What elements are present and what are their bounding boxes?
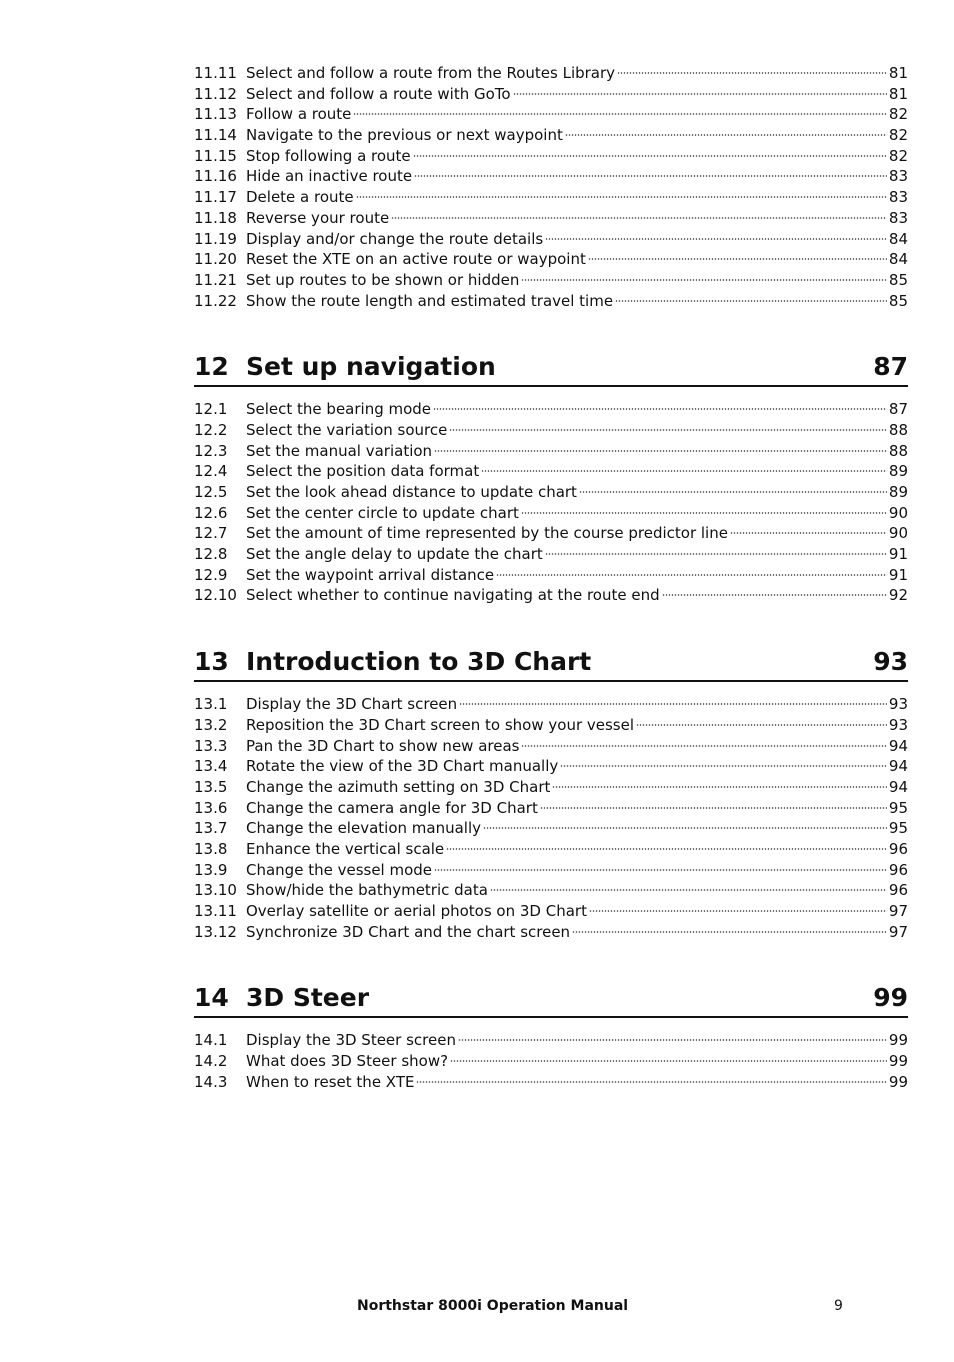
toc-entry[interactable] <box>194 146 908 167</box>
toc-entry[interactable] <box>194 503 908 524</box>
dot-leader <box>450 1059 887 1063</box>
toc-entry[interactable] <box>194 125 908 146</box>
dot-leader <box>545 552 887 556</box>
entry-page: 81 <box>888 64 908 82</box>
entry-page: 84 <box>888 250 908 269</box>
entry-page: 85 <box>888 270 908 289</box>
entry-title: Set the amount of time represented by the course predictor line <box>246 524 728 543</box>
chapter-heading-14[interactable] <box>194 983 908 1018</box>
entry-number: 12.9 <box>194 565 228 584</box>
page-number: 9 <box>834 1298 843 1314</box>
entry-number: 13.4 <box>194 757 228 776</box>
table-of-contents <box>194 63 908 1092</box>
entry-number: 11.14 <box>194 126 237 145</box>
entry-page: 90 <box>888 524 908 543</box>
toc-entry[interactable] <box>194 441 908 462</box>
entry-number: 13.7 <box>194 819 228 838</box>
entry-number: 12.1 <box>194 400 228 419</box>
toc-entry[interactable] <box>194 798 908 819</box>
entry-number: 13.8 <box>194 839 228 858</box>
dot-leader <box>540 806 887 810</box>
page-footer <box>0 1298 954 1322</box>
toc-entry[interactable] <box>194 736 908 757</box>
dot-leader <box>589 909 887 913</box>
toc-entry[interactable] <box>194 291 908 312</box>
chapter-page: 99 <box>873 983 908 1013</box>
dot-leader <box>662 593 887 597</box>
entry-title: Display the 3D Steer screen <box>246 1031 456 1050</box>
dot-leader <box>560 764 887 768</box>
dot-leader <box>433 407 887 411</box>
toc-entry[interactable] <box>194 399 908 420</box>
toc-entry[interactable] <box>194 818 908 839</box>
dot-leader <box>513 92 887 96</box>
entry-title: Pan the 3D Chart to show new areas <box>246 736 520 755</box>
entry-number: 12.4 <box>194 462 228 481</box>
chapter-14-section-list <box>194 1030 908 1092</box>
toc-entry[interactable] <box>194 104 908 125</box>
chapter-title: Introduction to 3D Chart <box>246 647 592 677</box>
dot-leader <box>496 573 887 577</box>
entry-page: 85 <box>888 291 908 310</box>
entry-title: Select and follow a route with GoTo <box>246 84 511 103</box>
toc-entry[interactable] <box>194 839 908 860</box>
entry-title: When to reset the XTE <box>246 1072 415 1091</box>
dot-leader <box>636 723 887 727</box>
entry-number: 11.15 <box>194 146 237 165</box>
dot-leader <box>353 112 886 116</box>
dot-leader <box>458 1038 887 1042</box>
entry-title: Hide an inactive route <box>246 167 413 186</box>
entry-page: 92 <box>888 586 908 605</box>
entry-page: 91 <box>888 545 908 564</box>
toc-entry[interactable] <box>194 777 908 798</box>
toc-entry[interactable] <box>194 880 908 901</box>
entry-number: 13.11 <box>194 902 237 920</box>
dot-leader <box>615 299 887 303</box>
dot-leader <box>483 826 887 830</box>
toc-entry[interactable] <box>194 523 908 544</box>
entry-page: 93 <box>888 715 908 734</box>
entry-page: 89 <box>888 483 908 501</box>
toc-entry[interactable] <box>194 208 908 229</box>
toc-entry[interactable] <box>194 544 908 565</box>
dot-leader <box>391 216 887 220</box>
entry-page: 82 <box>888 126 908 145</box>
toc-entry[interactable] <box>194 187 908 208</box>
toc-entry[interactable] <box>194 922 908 943</box>
dot-leader <box>446 847 887 851</box>
entry-page: 95 <box>888 819 908 838</box>
chapter-number: 12 <box>194 352 229 382</box>
entry-page: 93 <box>888 695 908 714</box>
entry-page: 82 <box>888 105 908 124</box>
entry-title: Select the variation source <box>246 420 448 439</box>
entry-number: 13.1 <box>194 695 228 714</box>
dot-leader <box>579 490 887 494</box>
toc-entry[interactable] <box>194 715 908 736</box>
entry-title: Reverse your route <box>246 208 390 227</box>
dot-leader <box>521 744 886 748</box>
entry-title: Show the route length and estimated travel time <box>246 291 614 310</box>
dot-leader <box>490 888 887 892</box>
entry-title: Overlay satellite or aerial photos on 3D Chart <box>246 902 587 920</box>
toc-entry[interactable] <box>194 694 908 715</box>
entry-title: Select whether to continue navigating at the route end <box>246 586 660 605</box>
toc-entry[interactable] <box>194 1030 908 1051</box>
toc-entry[interactable] <box>194 756 908 777</box>
toc-entry[interactable] <box>194 270 908 291</box>
toc-entry[interactable] <box>194 166 908 187</box>
entry-number: 11.11 <box>194 64 237 82</box>
dot-leader <box>449 428 887 432</box>
entry-title: Reset the XTE on an active route or waypoint <box>246 250 586 269</box>
entry-title: Delete a route <box>246 188 354 207</box>
dot-leader <box>552 785 887 789</box>
entry-number: 11.20 <box>194 250 237 269</box>
entry-page: 99 <box>888 1052 908 1071</box>
entry-number: 11.12 <box>194 84 237 103</box>
toc-entry[interactable] <box>194 229 908 250</box>
entry-page: 99 <box>888 1031 908 1050</box>
toc-entry[interactable] <box>194 860 908 881</box>
entry-number: 11.13 <box>194 105 237 124</box>
entry-title: Select the bearing mode <box>246 400 432 419</box>
toc-entry[interactable] <box>194 63 908 84</box>
entry-title: Change the vessel mode <box>246 860 433 879</box>
entry-title: Select the position data format <box>246 462 480 481</box>
dot-leader <box>413 154 887 158</box>
dot-leader <box>434 449 887 453</box>
chapter-number: 13 <box>194 647 229 677</box>
entry-title: Change the azimuth setting on 3D Chart <box>246 777 551 796</box>
dot-leader <box>481 469 887 473</box>
entry-number: 12.5 <box>194 483 228 501</box>
chapter-heading-13[interactable] <box>194 647 908 682</box>
entry-title: Enhance the vertical scale <box>246 839 445 858</box>
entry-title: Synchronize 3D Chart and the chart screen <box>246 922 571 941</box>
entry-number: 11.19 <box>194 229 237 248</box>
entry-number: 13.12 <box>194 922 237 941</box>
toc-entry[interactable] <box>194 565 908 586</box>
entry-page: 96 <box>888 860 908 879</box>
entry-page: 81 <box>888 84 908 103</box>
entry-title: Reposition the 3D Chart screen to show your vessel <box>246 715 635 734</box>
entry-page: 99 <box>888 1072 908 1091</box>
dot-leader <box>521 278 887 282</box>
entry-title: Select and follow a route from the Routes Library <box>246 64 616 82</box>
entry-number: 12.10 <box>194 586 237 605</box>
entry-title: Rotate the view of the 3D Chart manually <box>246 757 559 776</box>
entry-number: 13.3 <box>194 736 228 755</box>
entry-number: 11.22 <box>194 291 237 310</box>
dot-leader <box>356 195 887 199</box>
chapter-13-section-list <box>194 694 908 942</box>
entry-number: 14.1 <box>194 1031 228 1050</box>
dot-leader <box>565 133 887 137</box>
dot-leader <box>459 702 887 706</box>
toc-entry[interactable] <box>194 585 908 606</box>
entry-number: 12.2 <box>194 420 228 439</box>
toc-entry[interactable] <box>194 249 908 270</box>
entry-title: Set the center circle to update chart <box>246 503 519 522</box>
entry-title: Show/hide the bathymetric data <box>246 881 488 900</box>
dot-leader <box>416 1080 886 1084</box>
entry-number: 12.6 <box>194 503 228 522</box>
chapter-title: Set up navigation <box>246 352 496 382</box>
dot-leader <box>588 257 887 261</box>
entry-number: 11.16 <box>194 167 237 186</box>
toc-entry[interactable] <box>194 420 908 441</box>
entry-title: Stop following a route <box>246 146 411 165</box>
entry-title: Display and/or change the route details <box>246 229 544 248</box>
entry-number: 12.8 <box>194 545 228 564</box>
toc-entry[interactable] <box>194 482 908 503</box>
entry-page: 96 <box>888 881 908 900</box>
entry-page: 82 <box>888 146 908 165</box>
entry-page: 90 <box>888 503 908 522</box>
dot-leader <box>434 868 887 872</box>
dot-leader <box>521 511 887 515</box>
chapter-12-section-list <box>194 399 908 606</box>
dot-leader <box>414 174 887 178</box>
entry-page: 94 <box>888 777 908 796</box>
entry-title: Change the elevation manually <box>246 819 481 838</box>
dot-leader <box>730 531 887 535</box>
entry-number: 13.5 <box>194 777 228 796</box>
entry-page: 84 <box>888 229 908 248</box>
entry-title: Set the manual variation <box>246 441 433 460</box>
entry-title: Set the look ahead distance to update chart <box>246 483 577 501</box>
entry-title: Follow a route <box>246 105 352 124</box>
entry-number: 13.6 <box>194 798 228 817</box>
entry-title: What does 3D Steer show? <box>246 1052 449 1071</box>
entry-number: 14.3 <box>194 1072 228 1091</box>
entry-title: Display the 3D Chart screen <box>246 695 458 714</box>
entry-page: 88 <box>888 441 908 460</box>
entry-number: 13.10 <box>194 881 237 900</box>
entry-title: Change the camera angle for 3D Chart <box>246 798 538 817</box>
entry-page: 97 <box>888 922 908 941</box>
entry-number: 11.18 <box>194 208 237 227</box>
entry-page: 96 <box>888 839 908 858</box>
chapter-heading-12[interactable] <box>194 352 908 387</box>
entry-page: 94 <box>888 757 908 776</box>
entry-page: 89 <box>888 462 908 481</box>
entry-number: 14.2 <box>194 1052 228 1071</box>
entry-title: Set the angle delay to update the chart <box>246 545 543 564</box>
entry-page: 95 <box>888 798 908 817</box>
dot-leader <box>545 237 887 241</box>
toc-entry[interactable] <box>194 461 908 482</box>
toc-entry[interactable] <box>194 84 908 105</box>
entry-number: 13.2 <box>194 715 228 734</box>
entry-title: Set the waypoint arrival distance <box>246 565 495 584</box>
chapter-number: 14 <box>194 983 229 1013</box>
entry-number: 12.7 <box>194 524 228 543</box>
entry-page: 83 <box>888 188 908 207</box>
entry-number: 12.3 <box>194 441 228 460</box>
entry-page: 88 <box>888 420 908 439</box>
chapter-page: 87 <box>873 352 908 382</box>
dot-leader <box>572 930 887 934</box>
entry-page: 94 <box>888 736 908 755</box>
toc-entry[interactable] <box>194 901 908 922</box>
entry-title: Navigate to the previous or next waypoint <box>246 126 563 145</box>
chapter-title: 3D Steer <box>246 983 370 1013</box>
lead-section-list <box>194 63 908 311</box>
entry-page: 97 <box>888 902 908 920</box>
entry-number: 11.17 <box>194 188 237 207</box>
entry-page: 91 <box>888 565 908 584</box>
entry-title: Set up routes to be shown or hidden <box>246 270 520 289</box>
toc-entry[interactable] <box>194 1051 908 1072</box>
entry-number: 13.9 <box>194 860 228 879</box>
chapter-page: 93 <box>873 647 908 677</box>
dot-leader <box>617 71 887 75</box>
manual-title: Northstar 8000i Operation Manual <box>357 1298 629 1314</box>
entry-page: 83 <box>888 167 908 186</box>
entry-page: 83 <box>888 208 908 227</box>
entry-number: 11.21 <box>194 270 237 289</box>
entry-page: 87 <box>888 400 908 419</box>
toc-entry[interactable] <box>194 1072 908 1093</box>
